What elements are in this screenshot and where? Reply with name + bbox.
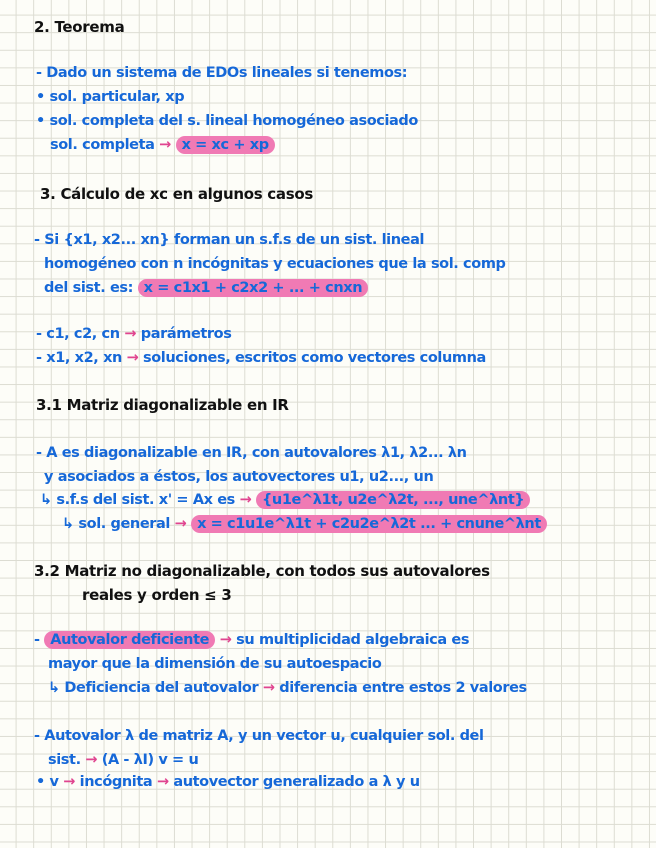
section-3-1-line-3-prefix: ↳ s.f.s del sist. x' = Ax es <box>40 492 235 508</box>
section-3-formula-highlight: x = c1x1 + c2x2 + ... + cnxn <box>138 279 369 297</box>
section-3-1-general-solution-highlight: x = c1u1e^λ1t + c2u2e^λ2t ... + cnune^λnt <box>191 515 547 533</box>
section-3-line-5-suffix: soluciones, escritos como vectores columna <box>143 350 486 366</box>
section-3-2-line-3 <box>48 681 527 696</box>
section-3-2-line-5-prefix: sist. <box>48 752 81 768</box>
section-3-line-4-prefix: - c1, c2, cn <box>36 326 120 342</box>
arrow-icon: → <box>159 137 171 153</box>
arrow-icon: → <box>126 350 139 366</box>
arrow-icon: → <box>174 516 187 532</box>
section-3-1-line-2: y asociados a éstos, los autovectores u1, u2..., un <box>44 469 434 485</box>
section-3-1-line-4-prefix: ↳ sol. general <box>62 516 170 532</box>
section-2-line-4 <box>50 138 275 153</box>
section-2-line-3: • sol. completa del s. lineal homogéneo asociado <box>36 113 418 129</box>
section-2-line-1: - Dado un sistema de EDOs lineales si tenemos: <box>36 65 408 81</box>
section-3-2-line-1: - Autovalor deficiente → su multiplicidad algebraica es <box>34 632 470 648</box>
section-2-formula-highlight: x = xc + xp <box>176 136 275 154</box>
section-3-line-4-suffix: parámetros <box>140 326 232 342</box>
section-3-2-line-3-prefix: ↳ Deficiencia del autovalor <box>48 680 259 696</box>
arrow-icon: → <box>156 774 169 790</box>
section-3-2-line-5-suffix: (A - λI) v = u <box>101 752 199 768</box>
section-3-2-heading-line-2: reales y orden ≤ 3 <box>82 586 232 604</box>
arrow-icon: → <box>262 680 275 696</box>
section-3-line-5-prefix: - x1, x2, xn <box>36 350 122 366</box>
arrow-icon: → <box>219 632 232 648</box>
section-3-1-line-1: - A es diagonalizable en IR, con autovalores λ1, λ2... λn <box>36 445 467 461</box>
arrow-icon: → <box>239 492 252 508</box>
section-3-2-line-6-prefix: • v <box>36 774 59 790</box>
section-3-1-line-4 <box>62 517 547 532</box>
arrow-icon: → <box>85 752 98 768</box>
section-3-2-line-6-suffix: autovector generalizado a λ y u <box>173 774 420 790</box>
section-2-heading: 2. Teorema <box>34 18 125 36</box>
section-3-2-line-5 <box>48 753 198 768</box>
section-3-line-2: homogéneo con n incógnitas y ecuaciones que la sol. comp <box>44 256 506 272</box>
arrow-icon: → <box>63 774 75 790</box>
section-3-1-sfs-highlight: {u1e^λ1t, u2e^λ2t, ..., une^λnt} <box>256 491 530 509</box>
section-2-line-2: • sol. particular, xp <box>36 89 185 105</box>
section-3-line-3-prefix: del sist. es: <box>44 280 134 296</box>
section-3-line-4 <box>36 327 231 342</box>
section-3-1-heading: 3.1 Matriz diagonalizable en IR <box>36 396 289 414</box>
section-3-1-line-3 <box>40 493 530 508</box>
section-3-line-3 <box>44 281 368 296</box>
section-3-2-line-4: - Autovalor λ de matriz A, y un vector u, cualquier sol. del <box>34 728 484 744</box>
section-3-2-line-6-mid: incógnita <box>79 774 153 790</box>
section-3-line-5 <box>36 351 486 366</box>
section-3-line-1: - Si {x1, x2... xn} forman un s.f.s de un sist. lineal <box>34 232 425 248</box>
section-3-heading: 3. Cálculo de xc en algunos casos <box>40 185 313 203</box>
section-3-2-heading-line-1: 3.2 Matriz no diagonalizable, con todos sus autovalores <box>34 562 490 580</box>
autovalor-deficiente-highlight: Autovalor deficiente <box>44 631 215 649</box>
section-3-2-line-6 <box>36 775 420 790</box>
section-3-2-line-3-suffix: diferencia entre estos 2 valores <box>279 680 527 696</box>
section-3-2-line-2: mayor que la dimensión de su autoespacio <box>48 656 382 672</box>
section-2-line-4-prefix: sol. completa <box>50 137 155 153</box>
arrow-icon: → <box>124 326 137 342</box>
section-3-2-line-1-suffix: su multiplicidad algebraica es <box>236 632 470 648</box>
